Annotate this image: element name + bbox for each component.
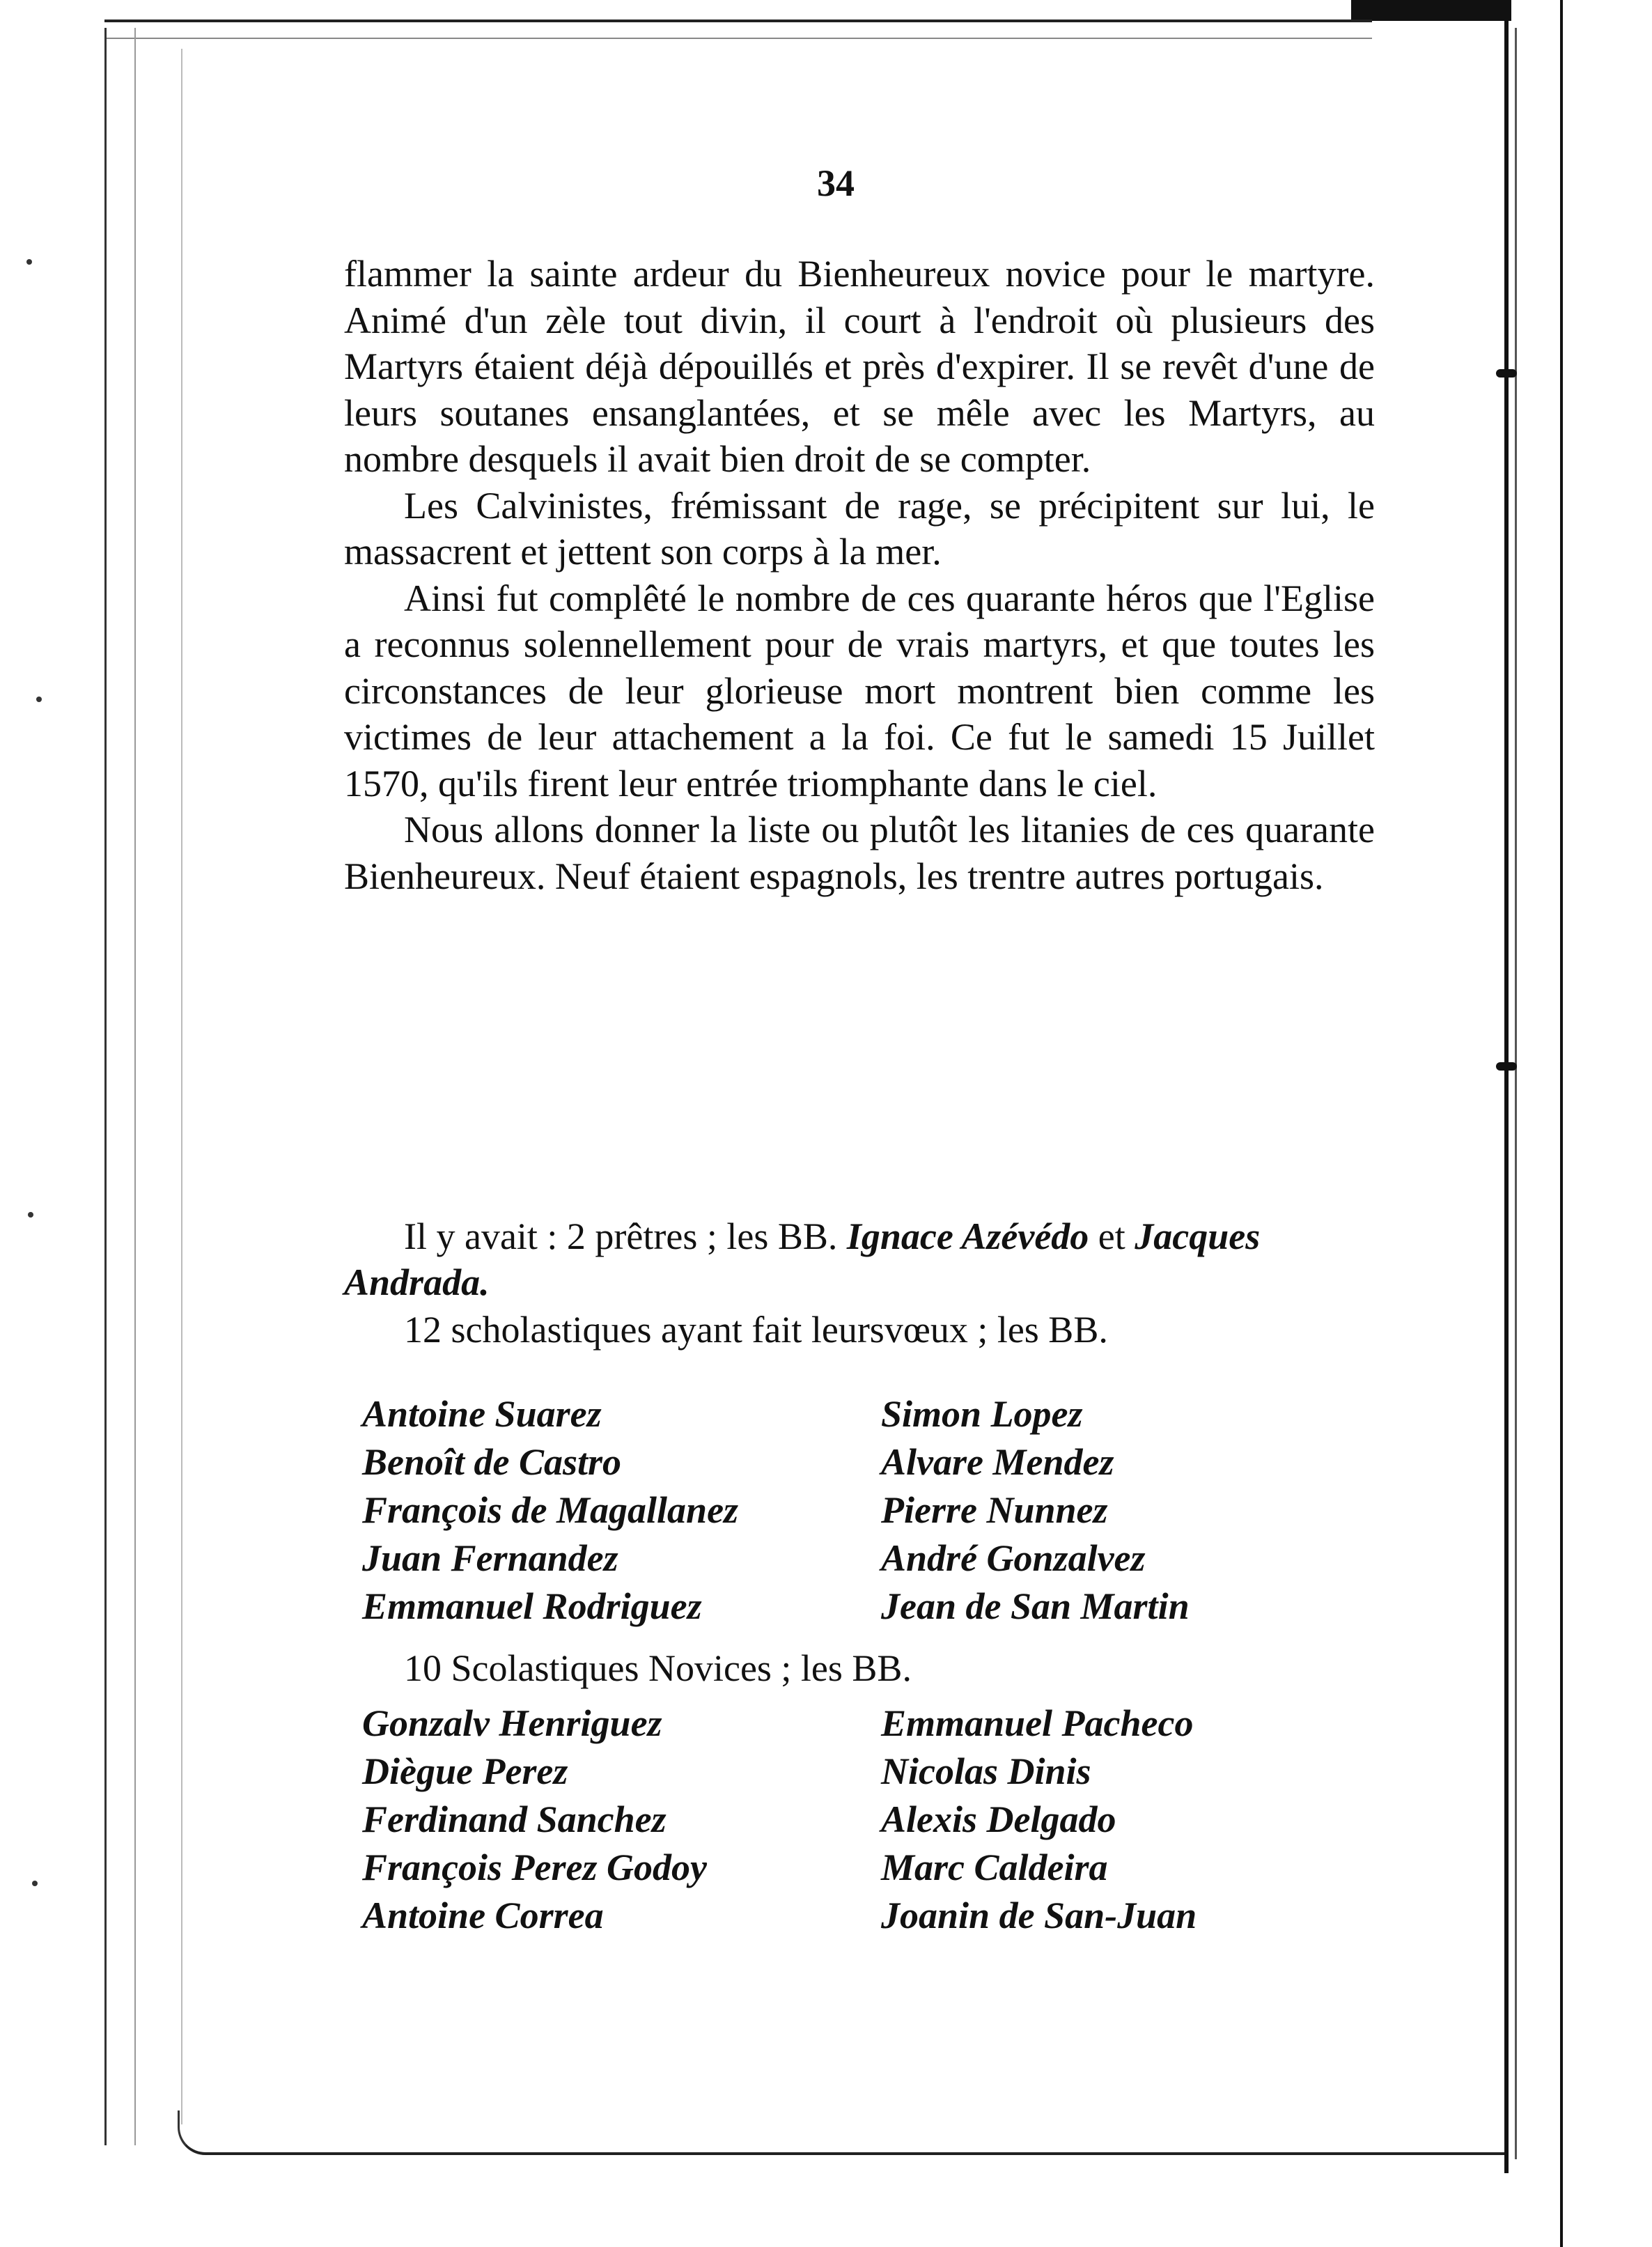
paragraph: Nous allons donner la liste ou plutôt les litanies de ces quarante Bienheureux. Neuf étaient espagnols, les trentre autres portugais. bbox=[344, 809, 1375, 897]
scan-speck bbox=[32, 1881, 38, 1886]
body-text bbox=[344, 251, 1375, 899]
scholastics-list bbox=[362, 1390, 1337, 1634]
page-edge-right-inner bbox=[1515, 28, 1517, 2159]
martyr-name: Gonzalv Henriguez bbox=[362, 1702, 662, 1744]
novices-list bbox=[362, 1700, 1337, 1943]
martyr-name: François de Magallanez bbox=[362, 1489, 739, 1531]
next-page-edge bbox=[1560, 0, 1652, 2247]
page-edge-inner bbox=[181, 49, 182, 2124]
page-edge-left bbox=[104, 28, 136, 2145]
priests-intro: Il y avait : 2 prêtres ; les BB. bbox=[404, 1215, 838, 1257]
paragraph: Ainsi fut complêté le nombre de ces quarante héros que l'Eglise a reconnus solennellement pour de vrais martyrs, et que toutes les circonstances de leur glorieuse mort montrent bien comme les victimes de leur attachement a la foi. Ce fut le samedi 15 Juillet 1570, qu'ils firent leur entrée triomphante dans le ciel. bbox=[344, 577, 1375, 804]
martyr-name: Diègue Perez bbox=[362, 1750, 568, 1792]
scan-speck bbox=[28, 1212, 33, 1218]
novices-left-column bbox=[362, 1700, 707, 1940]
page-edge-bottom bbox=[178, 2110, 1506, 2155]
scholastics-right-column bbox=[881, 1390, 1190, 1631]
martyr-name: Juan Fernandez bbox=[362, 1537, 618, 1579]
martyr-name: Marc Caldeira bbox=[881, 1846, 1108, 1888]
binding-mark bbox=[1496, 369, 1517, 378]
novices-section bbox=[344, 1645, 1375, 1691]
scholastics-section bbox=[344, 1307, 1375, 1353]
paragraph: flammer la sainte ardeur du Bienheureux novice pour le martyre. Animé d'un zèle tout divin, il court à l'endroit où plusieurs des Martyrs étaient déjà dépouillés et près d'expirer. Il se revêt d'une de leurs soutanes ensanglantées, et se mêle avec les Martyrs, au nombre desquels il avait bien droit de se compter. bbox=[344, 253, 1375, 480]
page-edge-top bbox=[104, 20, 1372, 39]
priest-name: Ignace Azévédo bbox=[846, 1215, 1089, 1257]
priests-conjunction: et bbox=[1098, 1215, 1125, 1257]
priests-line bbox=[344, 1213, 1375, 1305]
martyr-name: Nicolas Dinis bbox=[881, 1750, 1091, 1792]
scholastics-heading: 12 scholastiques ayant fait leursvœux ; les BB. bbox=[404, 1309, 1108, 1351]
page-edge-right bbox=[1504, 0, 1509, 2173]
scan-speck bbox=[36, 697, 42, 702]
scan-shadow bbox=[1351, 0, 1511, 21]
martyr-name: François Perez Godoy bbox=[362, 1846, 707, 1888]
novices-heading: 10 Scolastiques Novices ; les BB. bbox=[404, 1647, 912, 1689]
binding-mark bbox=[1496, 1062, 1517, 1071]
martyr-name: Pierre Nunnez bbox=[881, 1489, 1108, 1531]
scan-speck bbox=[26, 259, 32, 265]
novices-right-column bbox=[881, 1700, 1197, 1940]
page-number: 34 bbox=[817, 162, 855, 204]
martyr-name: Jean de San Martin bbox=[881, 1585, 1190, 1627]
martyr-name: Antoine Suarez bbox=[362, 1393, 602, 1435]
priest-name: Jacques Andrada. bbox=[344, 1215, 1261, 1303]
martyr-name: Emmanuel Rodriguez bbox=[362, 1585, 702, 1627]
scholastics-left-column bbox=[362, 1390, 738, 1631]
martyr-name: Alexis Delgado bbox=[881, 1798, 1116, 1840]
martyr-name: André Gonzalvez bbox=[881, 1537, 1146, 1579]
martyr-name: Antoine Correa bbox=[362, 1895, 604, 1936]
martyr-name: Simon Lopez bbox=[881, 1393, 1083, 1435]
martyr-name: Alvare Mendez bbox=[881, 1441, 1114, 1483]
martyr-name: Ferdinand Sanchez bbox=[362, 1798, 667, 1840]
paragraph: Les Calvinistes, frémissant de rage, se précipitent sur lui, le massacrent et jettent son corps à la mer. bbox=[344, 484, 1375, 573]
priests-section bbox=[344, 1213, 1375, 1305]
martyr-name: Emmanuel Pacheco bbox=[881, 1702, 1194, 1744]
martyr-name: Joanin de San-Juan bbox=[881, 1895, 1197, 1936]
martyr-name: Benoît de Castro bbox=[362, 1441, 622, 1483]
